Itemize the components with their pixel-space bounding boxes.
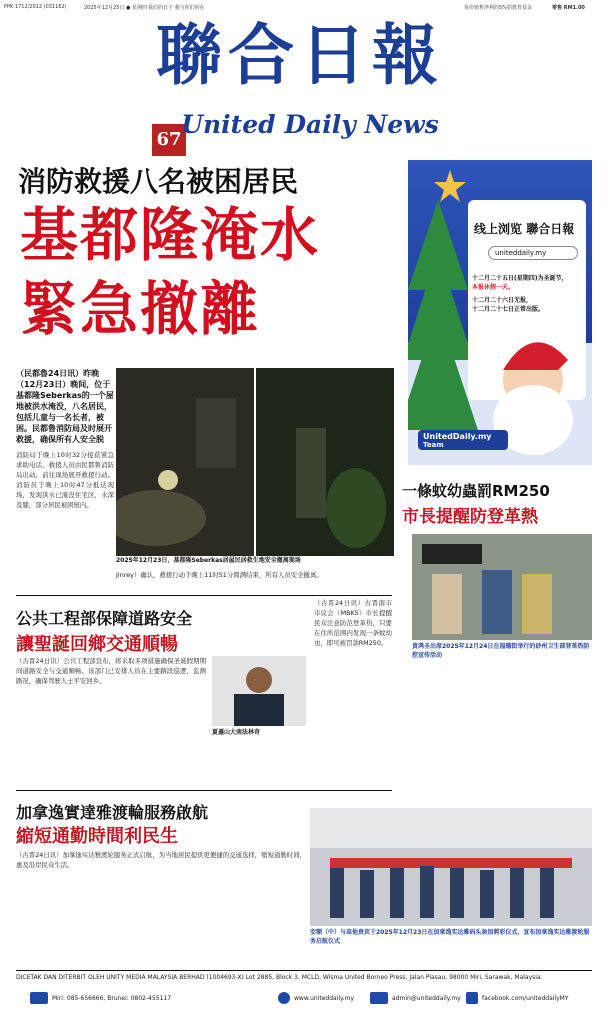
story4-photo-caption: 安顺（中）与高他贵宾于2025年12月23日在加拿逸实达雅码头参加剪彩仪式，宣布加拿逸实达雅渡轮服务启航仪式 [310,929,590,945]
ad-brand: UnitedDaily [423,432,475,441]
footer-facebook-group [466,992,568,1004]
story3-body: （古晋24日讯）古晋南市市议会（MBKS）市长提醒民众注意防范登革热，只要在住所范围内发现一条蚊幼虫，即可被罚款RM250。 [314,599,392,647]
masthead-english: United Daily News [181,110,439,139]
story2-photo [212,656,306,726]
story4-headline: 縮短通勤時間利民生 [16,826,178,847]
ad-text-1: 线上浏览 [474,222,523,236]
facebook-icon [466,992,478,1004]
story2-headline: 讓聖誕回鄉交通順暢 [16,634,178,655]
lead-photo-right [256,368,394,556]
ad-url: uniteddaily.my [488,246,578,260]
footer-phone-group [30,992,171,1004]
permit-number: PPK 1712/2012 (031162) [4,4,67,10]
story3-photo-caption: 黄鸿圣出席2025年12月24日在福德街举行的砂州卫生部登革热防控宣传活动 [412,643,590,659]
official-portrait [212,656,306,726]
ad-brand-suffix: .my [474,432,492,441]
lead-body-1: 消防局于晚上10时32分接获紧急求助电话，救援人员由民都鲁消防局出动，前往现场展开救援行动。消防员于晚上10时47分抵达现场，发现洪水已淹没住宅区，水深及膝，部分居民被困屋内。 [16,451,114,509]
rescue-photo-left [116,368,254,556]
footer-email-group [370,992,461,1004]
lead-body-2: Jinrey）确认，救援行动于晚上11时51分圆满结束，所有人员安全撤离。 [116,571,323,579]
ad-text-2: 聯合日報 [526,222,575,236]
lead-intro: （民都魯24日讯）昨晚（12月23日）晚间，位于基都隆Seberkas的一个屋地被洪水淹没，八名居民，包括儿童与一名长者，被困。民都鲁消防局及时展开救援，确保所有人安全脱 [16,369,114,444]
issue-date: 2025年12月25日 ● 星期四 [84,5,147,11]
ad-notice-4: 十二月二十七日正常出版。 [472,306,545,313]
lead-headline-2: 緊急撤離 [20,275,261,343]
section-divider-2 [16,790,392,791]
footer-facebook[interactable]: facebook.com/uniteddailyMY [482,994,569,1002]
story4-photo [310,808,592,926]
footer-web-group [278,992,354,1004]
christmas-ad [408,160,592,465]
ad-team: Team [423,441,444,449]
footer-divider [16,970,592,971]
anniversary-badge: 67 [152,124,186,156]
ad-notice-3: 十二月二十六日无报， [472,297,533,304]
ad-notice-2: 本报休假一天。 [472,284,515,291]
rescue-photo-right [256,368,394,556]
masthead-title: 聯合日報 [156,16,444,94]
story2-kicker: 公共工程部保障道路安全 [16,609,193,628]
footer-phone: Miri: 085-656666, Brunei: 0802-455117 [52,994,172,1002]
lead-photo-left [116,368,254,556]
phone-icon [30,992,48,1004]
story4-kicker: 加拿逸實達雅渡輪服務啟航 [16,803,209,822]
lead-photo-caption: 2025年12月23日，基都隆Seberkas居屋民居救生地安全撤离现场 [116,557,301,564]
footer-web[interactable]: www.uniteddaily.my [294,994,355,1002]
dengue-event-photo [412,534,592,640]
tagline: 我们的日子 我与你们同在 [148,5,205,11]
story3-headline: 市長提醒防登革熱 [402,507,538,527]
ad-brand-badge [418,430,508,450]
lead-headline-1: 基都隆淹水 [20,201,321,269]
price: 零售 RM1.00 [552,5,585,11]
section-divider [16,595,392,596]
ad-notice-1: 十二月二十五日(星期四)为圣诞节， [472,275,568,282]
publisher-line: DICETAK DAN DITERBIT OLEH UNITY MEDIA MALAYSIA BERHAD (1004693-X) Lot 2885, Block 3, MCLD, Wisma United Borneo Press, Jalan Piasau, 98000 Miri, Sarawak, Malaysia. [16,974,543,981]
charity-note: 每份销售净利的5%捐教育基金 [464,5,532,11]
story3-photo [412,534,592,640]
ferry-launch-photo [310,808,592,926]
lead-kicker: 消防救援八名被困居民 [18,165,299,198]
globe-icon [278,992,290,1004]
story4-body: （古晋24日讯）加拿逸实达雅渡轮服务正式启航，为当地居民提供更便捷的交通选择，缩短通勤时间，惠及沿岸民众生活。 [16,851,306,869]
story2-photo-caption: 夏遜山大南法林奇 [212,729,261,736]
story3-kicker: 一條蚊幼蟲罰RM250 [402,482,550,500]
mail-icon [370,992,388,1004]
footer-email[interactable]: admin@uniteddaily.my [392,994,461,1002]
story2-body: （古晋24日讯）公共工程部宣布，将采取多项措施确保圣诞假期期间道路安全与交通顺畅。该部门已安排人员在主要路段巡逻，监测路况，确保驾驶人士平安回乡。 [16,657,206,685]
